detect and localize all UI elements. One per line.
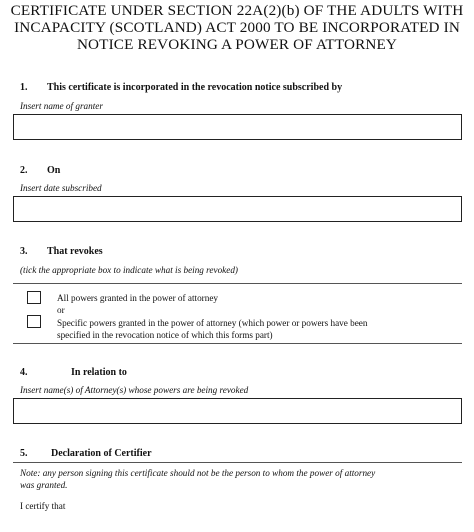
attorney-name-hint: Insert name(s) of Attorney(s) whose powers are being revoked — [20, 385, 249, 395]
section-1-number: 1. — [20, 82, 28, 93]
section-5-rule — [13, 462, 462, 463]
attorney-name-field[interactable] — [13, 398, 462, 424]
section-3-number: 3. — [20, 246, 28, 257]
date-subscribed-field[interactable] — [13, 196, 462, 222]
or-label: or — [57, 305, 65, 315]
section-3-bottom-rule — [13, 343, 462, 344]
section-4-number: 4. — [20, 367, 28, 378]
certifier-note-line1: Note: any person signing this certificate should not be the person to whom the power of attorney — [20, 468, 376, 478]
specific-powers-label-line2: specified in the revocation notice of which this forms part) — [57, 330, 273, 340]
specific-powers-label-line1: Specific powers granted in the power of attorney (which power or powers have been — [57, 318, 368, 328]
specific-powers-checkbox[interactable] — [27, 315, 41, 328]
section-5-number: 5. — [20, 448, 28, 459]
section-2-number: 2. — [20, 165, 28, 176]
title-line-3: NOTICE REVOKING A POWER OF ATTORNEY — [76, 36, 398, 53]
certifier-note-line2: was granted. — [20, 480, 68, 490]
date-subscribed-hint: Insert date subscribed — [20, 183, 102, 193]
all-powers-checkbox[interactable] — [27, 291, 41, 304]
granter-name-hint: Insert name of granter — [20, 101, 103, 111]
certify-statement: I certify that — [20, 501, 66, 511]
revocation-tick-hint: (tick the appropriate box to indicate what is being revoked) — [20, 265, 238, 275]
section-5-heading: Declaration of Certifier — [51, 448, 152, 459]
section-4-heading: In relation to — [71, 367, 127, 378]
certificate-title — [8, 2, 466, 53]
section-3-top-rule — [13, 283, 462, 284]
section-3-heading: That revokes — [47, 246, 103, 257]
section-2-heading: On — [47, 165, 61, 176]
all-powers-label: All powers granted in the power of attorney — [57, 293, 218, 303]
section-1-heading: This certificate is incorporated in the revocation notice subscribed by — [47, 82, 343, 93]
title-line-1: CERTIFICATE UNDER SECTION 22A(2)(b) OF THE ADULTS WITH — [10, 2, 464, 19]
granter-name-field[interactable] — [13, 114, 462, 140]
title-line-2: INCAPACITY (SCOTLAND) ACT 2000 TO BE INCORPORATED IN — [14, 19, 460, 36]
